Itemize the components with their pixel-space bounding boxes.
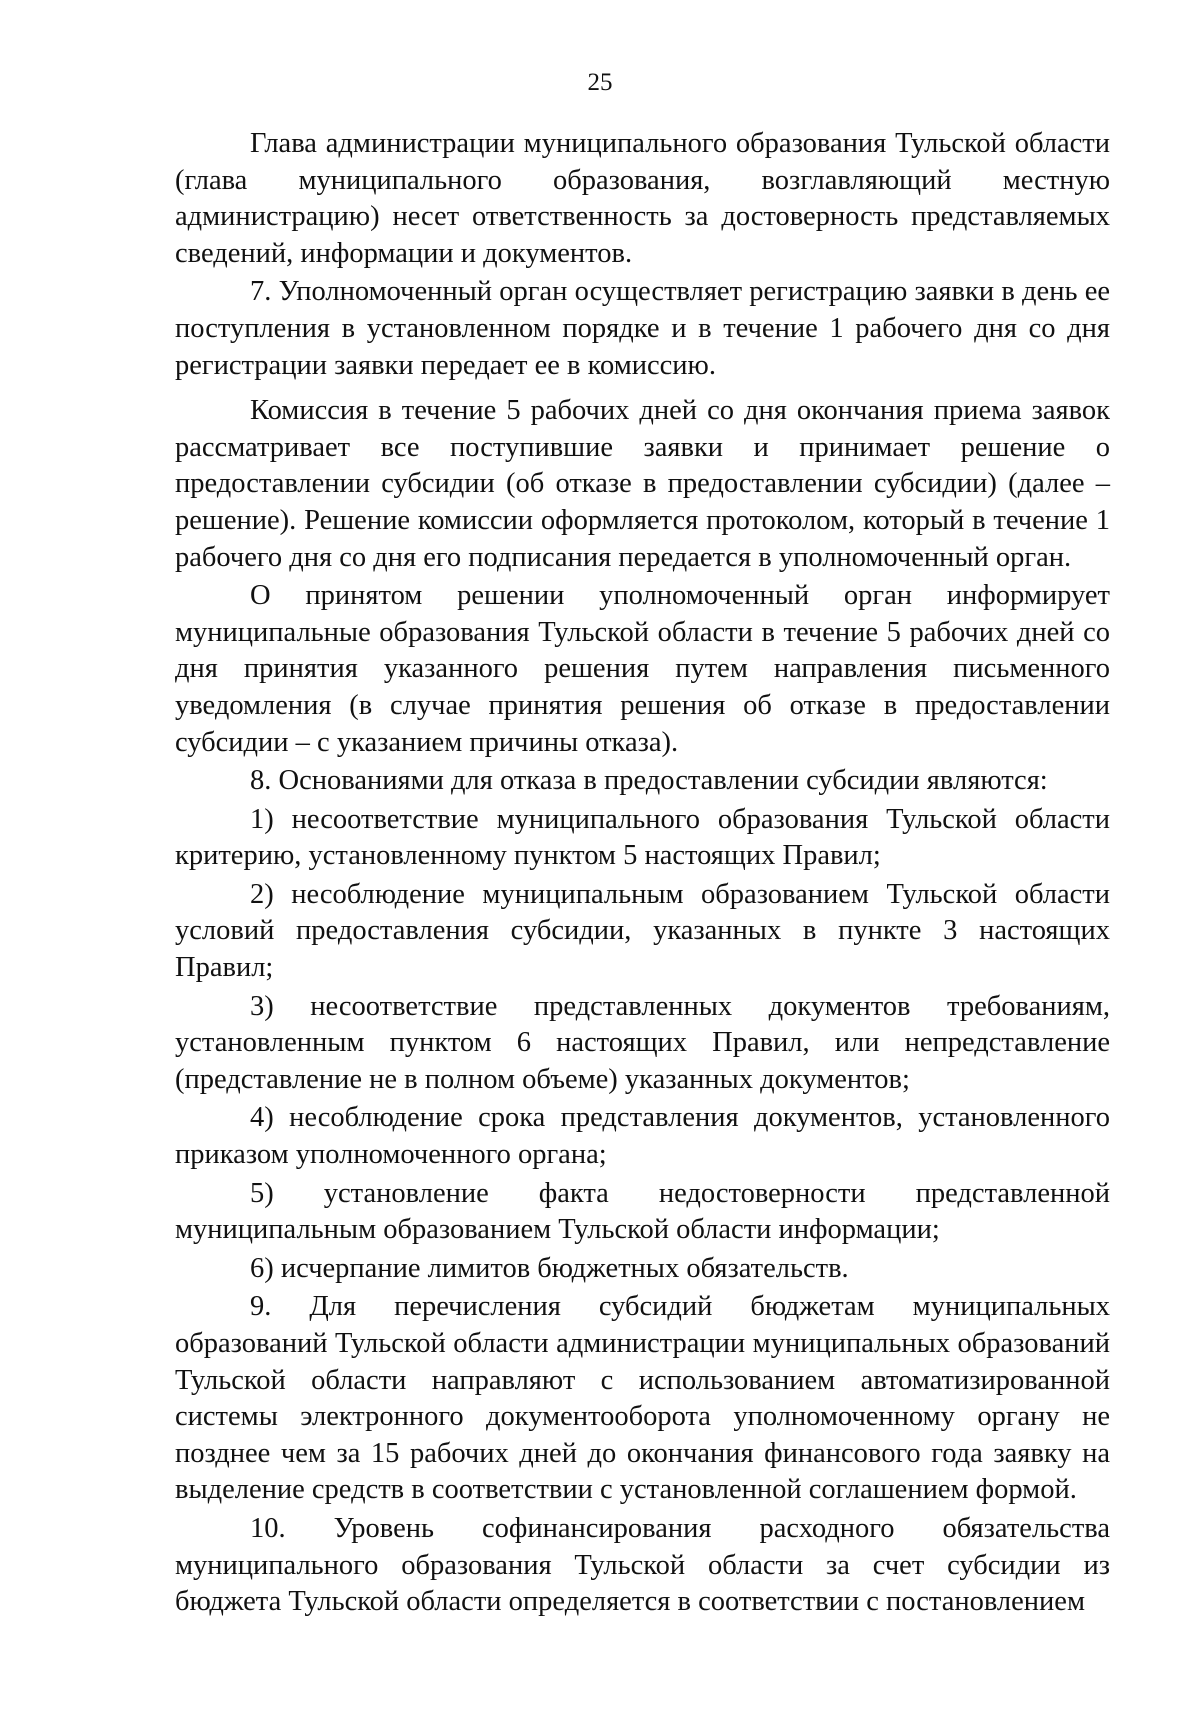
paragraph-notification: О принятом решении уполномоченный орган информирует муниципальные образования Тульской области в течение 5 рабочих дней со дня принятия указанного решения путем направления письменного уведомления (в случае принятия решения об отказе в предоставлении субсидии – с указанием причины отказа). [175, 580, 1110, 758]
list-item-3: 3) несоответствие представленных документов требованиям, установленным пунктом 6 настоящих Правил, или непредставление (представление не в полном объеме) указанных документов; [175, 990, 1110, 1095]
list-item-2: 2) несоблюдение муниципальным образованием Тульской области условий предоставления субсидии, указанных в пункте 3 настоящих Правил; [175, 878, 1110, 984]
paragraph-responsibility: Глава администрации муниципального образования Тульской области (глава муниципального образования, возглавляющий местную администрацию) несет ответственность за достоверность представляемых сведений, информации и документов. [175, 128, 1110, 269]
list-item-5: 5) установление факта недостоверности представленной муниципальным образованием Тульской области информации; [175, 1177, 1110, 1246]
paragraph-commission: Комиссия в течение 5 рабочих дней со дня окончания приема заявок рассматривает все поступившие заявки и принимает решение о предоставлении субсидии (об отказе в предоставлении субсидии) (далее – решение). Решение комиссии оформляется протоколом, который в течение 1 рабочего дня со дня его подписания передается в уполномоченный орган. [175, 395, 1110, 573]
paragraph-item-7: 7. Уполномоченный орган осуществляет регистрацию заявки в день ее поступления в установленном порядке и в течение 1 рабочего дня со дня регистрации заявки передает ее в комиссию. [175, 276, 1110, 381]
page-number: 25 [587, 69, 613, 96]
paragraph-item-8: 8. Основаниями для отказа в предоставлении субсидии являются: [250, 765, 1048, 797]
list-item-1: 1) несоответствие муниципального образования Тульской области критерию, установленному пунктом 5 настоящих Правил; [175, 803, 1110, 872]
list-item-6: 6) исчерпание лимитов бюджетных обязательств. [250, 1252, 849, 1284]
document-body [175, 126, 1110, 1621]
list-item-4: 4) несоблюдение срока представления документов, установленного приказом уполномоченного органа; [175, 1102, 1110, 1171]
paragraph-item-10: 10. Уровень софинансирования расходного обязательства муниципального образования Тульской области за счет субсидии из бюджета Тульской области определяется в соответствии с постановлением [175, 1512, 1110, 1618]
paragraph-item-9: 9. Для перечисления субсидий бюджетам муниципальных образований Тульской области администрации муниципальных образований Тульской области направляют с использованием автоматизированной системы электронного документооборота уполномоченному органу не позднее чем за 15 рабочих дней до окончания финансового года заявку на выделение средств в соответствии с установленной соглашением формой. [175, 1291, 1110, 1506]
